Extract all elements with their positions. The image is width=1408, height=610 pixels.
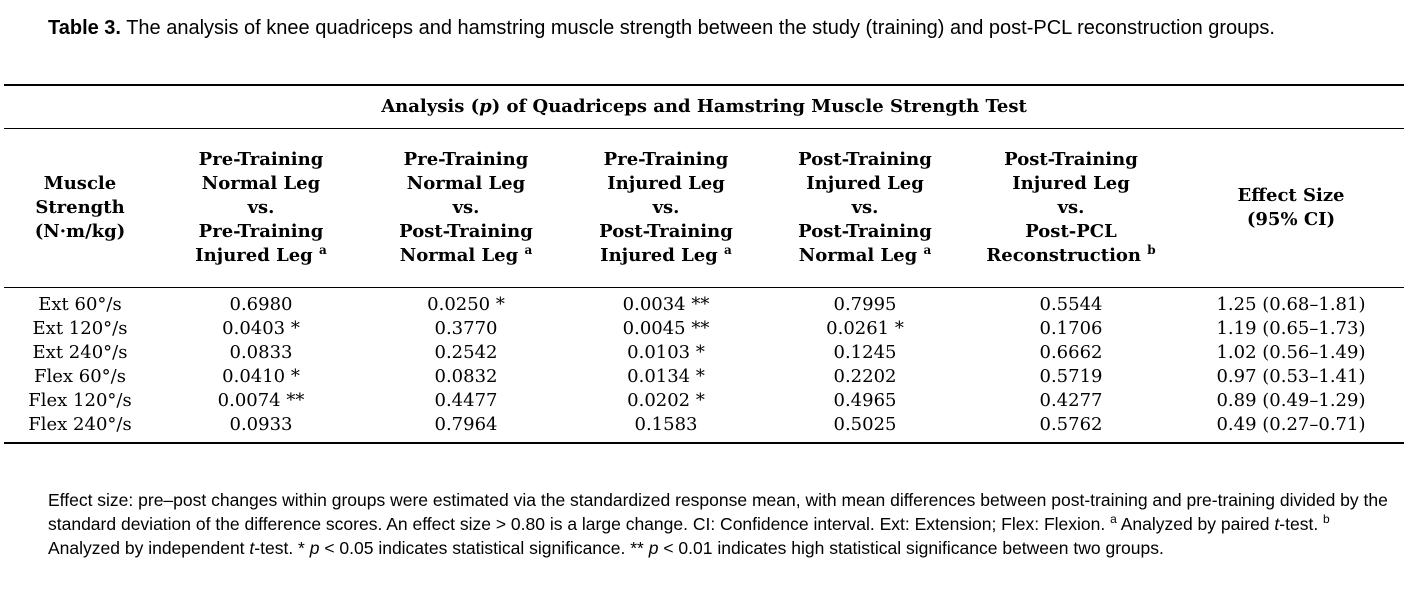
footnote-s7: < 0.01 indicates high statistical significance between two groups. bbox=[658, 538, 1164, 558]
column-header-line: Effect Size bbox=[1237, 185, 1345, 206]
column-header-line: Post-Training bbox=[399, 221, 533, 242]
table-cell: 0.2542 bbox=[434, 341, 498, 363]
column-header-sup: a bbox=[724, 243, 732, 257]
column-header-line: Pre-Training bbox=[603, 149, 729, 170]
column-header-line: Strength bbox=[35, 197, 125, 218]
row-label-cell: Flex 60°/s bbox=[34, 365, 126, 387]
column-header-line: Normal Leg bbox=[399, 245, 519, 266]
column-header-sup: a bbox=[319, 243, 327, 257]
footnote-s1: Effect size: pre–post changes within groups were estimated via the standardized response mean, with mean differences between post-training and pre-training divided by the standard deviation of the difference scores. An effect size > 0.80 is a large change. CI: Confidence interval. Ext: Extension; Flex: Flexion. bbox=[48, 490, 1388, 534]
table-footnote bbox=[48, 488, 1388, 560]
table-cell: 0.5025 bbox=[833, 413, 897, 435]
table-cell: 0.1245 bbox=[833, 341, 897, 363]
footnote-p2: p bbox=[648, 538, 659, 558]
column-header-line: Pre-Training bbox=[403, 149, 529, 170]
group-title-p: p bbox=[479, 96, 492, 117]
table-cell: 1.19 (0.65–1.73) bbox=[1216, 317, 1366, 339]
table-cell: 0.0250 * bbox=[427, 293, 505, 315]
table-cell: 0.97 (0.53–1.41) bbox=[1216, 365, 1366, 387]
column-header-line: Post-Training bbox=[798, 221, 932, 242]
table-cell: 0.7995 bbox=[833, 293, 897, 315]
footnote-s6: < 0.05 indicates statistical significance. ** bbox=[319, 538, 649, 558]
row-label-cell: Ext 240°/s bbox=[32, 341, 128, 363]
column-header-line: Normal Leg bbox=[798, 245, 918, 266]
column-header-sup: a bbox=[524, 243, 533, 257]
table-cell: 0.49 (0.27–0.71) bbox=[1216, 413, 1366, 435]
table-cell: 1.02 (0.56–1.49) bbox=[1216, 341, 1366, 363]
table-cell: 0.4277 bbox=[1039, 389, 1103, 411]
table-cell: 0.0074 ** bbox=[217, 389, 305, 411]
table-row bbox=[4, 413, 1404, 437]
column-header-1 bbox=[156, 129, 366, 287]
column-header-line: vs. bbox=[1057, 197, 1085, 218]
table-cell: 0.4477 bbox=[434, 389, 498, 411]
column-header-line: Post-Training bbox=[599, 221, 733, 242]
table-cell: 0.0832 bbox=[434, 365, 498, 387]
footnote-s5: -test. * bbox=[254, 538, 310, 558]
column-header-sup: b bbox=[1147, 243, 1156, 257]
table-cell: 0.5544 bbox=[1039, 293, 1103, 315]
group-title-pre: Analysis ( bbox=[381, 96, 480, 117]
table-row bbox=[4, 341, 1404, 365]
results-table bbox=[4, 129, 1404, 287]
column-header-line: Injured Leg bbox=[600, 245, 718, 266]
footnote-sup-a: a bbox=[1110, 512, 1117, 527]
footnote-s3: -test. bbox=[1279, 514, 1324, 534]
bottom-rule bbox=[4, 442, 1404, 444]
column-header-line: Injured Leg bbox=[607, 173, 725, 194]
column-header-2 bbox=[366, 129, 566, 287]
column-header-line: Injured Leg bbox=[1012, 173, 1130, 194]
column-header-line: Post-Training bbox=[1004, 149, 1138, 170]
table-row bbox=[4, 317, 1404, 341]
column-header-line: vs. bbox=[851, 197, 879, 218]
table-cell: 0.6662 bbox=[1039, 341, 1103, 363]
column-header-line: Normal Leg bbox=[406, 173, 526, 194]
results-table-body bbox=[4, 293, 1404, 437]
table-cell: 0.0202 * bbox=[627, 389, 705, 411]
column-header-line: (N·m/kg) bbox=[34, 221, 126, 242]
column-header-line: Muscle bbox=[43, 173, 117, 194]
column-header-line: Pre-Training bbox=[198, 149, 324, 170]
footnote-t1: t bbox=[1274, 514, 1280, 534]
caption-label: Table 3. bbox=[48, 17, 121, 39]
table-cell: 1.25 (0.68–1.81) bbox=[1216, 293, 1366, 315]
column-header-line: Normal Leg bbox=[201, 173, 321, 194]
row-label-cell: Flex 120°/s bbox=[28, 389, 132, 411]
table-cell: 0.0045 ** bbox=[622, 317, 710, 339]
column-header-sup: a bbox=[923, 243, 932, 257]
table-cell: 0.6980 bbox=[229, 293, 293, 315]
table-cell: 0.0933 bbox=[229, 413, 293, 435]
table-cell: 0.89 (0.49–1.29) bbox=[1216, 389, 1366, 411]
column-header-line: Injured Leg bbox=[195, 245, 313, 266]
table-cell: 0.1706 bbox=[1039, 317, 1103, 339]
footnote-s4: Analyzed by independent bbox=[48, 538, 250, 558]
column-header-line: Injured Leg bbox=[806, 173, 924, 194]
table-cell: 0.0034 ** bbox=[622, 293, 710, 315]
table-cell: 0.0410 * bbox=[222, 365, 300, 387]
table-cell: 0.1583 bbox=[634, 413, 698, 435]
column-header-3 bbox=[566, 129, 766, 287]
table-row bbox=[4, 293, 1404, 317]
header-row bbox=[4, 129, 1404, 287]
column-header-5 bbox=[964, 129, 1178, 287]
group-title-post: ) of Quadriceps and Hamstring Muscle Strength Test bbox=[491, 96, 1027, 117]
row-label-cell: Flex 240°/s bbox=[28, 413, 132, 435]
table-cell: 0.4965 bbox=[833, 389, 897, 411]
column-header-line: Reconstruction bbox=[986, 245, 1141, 266]
table-cell: 0.0261 * bbox=[826, 317, 904, 339]
column-header-line: vs. bbox=[452, 197, 480, 218]
column-header-line: Post-Training bbox=[798, 149, 932, 170]
column-header-6 bbox=[1178, 129, 1404, 287]
column-header-line: (95% CI) bbox=[1246, 209, 1336, 230]
table-cell: 0.0103 * bbox=[627, 341, 705, 363]
table-cell: 0.0403 * bbox=[222, 317, 300, 339]
column-header-line: Post-PCL bbox=[1025, 221, 1117, 242]
results-table-container bbox=[0, 84, 1408, 444]
table-group-title bbox=[0, 86, 1408, 128]
table-cell: 0.7964 bbox=[434, 413, 498, 435]
footnote-s2: Analyzed by paired bbox=[1116, 514, 1275, 534]
table-caption bbox=[48, 12, 1378, 44]
header-rule bbox=[4, 287, 1404, 288]
table-cell: 0.5719 bbox=[1039, 365, 1103, 387]
column-header-line: Pre-Training bbox=[198, 221, 324, 242]
footnote-sup-b: b bbox=[1323, 512, 1330, 527]
table-cell: 0.3770 bbox=[434, 317, 498, 339]
table-cell: 0.0833 bbox=[229, 341, 293, 363]
column-header-line: vs. bbox=[247, 197, 275, 218]
footnote-t2: t bbox=[249, 538, 255, 558]
table-cell: 0.5762 bbox=[1039, 413, 1103, 435]
row-label-cell: Ext 60°/s bbox=[38, 293, 122, 315]
column-header-0 bbox=[4, 129, 156, 287]
table-row bbox=[4, 389, 1404, 413]
table-body bbox=[4, 293, 1404, 437]
table-row bbox=[4, 365, 1404, 389]
column-header-line: vs. bbox=[652, 197, 680, 218]
footnote-p1: p bbox=[309, 538, 320, 558]
table-cell: 0.0134 * bbox=[627, 365, 705, 387]
table-cell: 0.2202 bbox=[833, 365, 897, 387]
caption-text: The analysis of knee quadriceps and hamstring muscle strength between the study (training) and post-PCL reconstruction groups. bbox=[126, 17, 1275, 39]
column-header-4 bbox=[766, 129, 964, 287]
row-label-cell: Ext 120°/s bbox=[32, 317, 128, 339]
